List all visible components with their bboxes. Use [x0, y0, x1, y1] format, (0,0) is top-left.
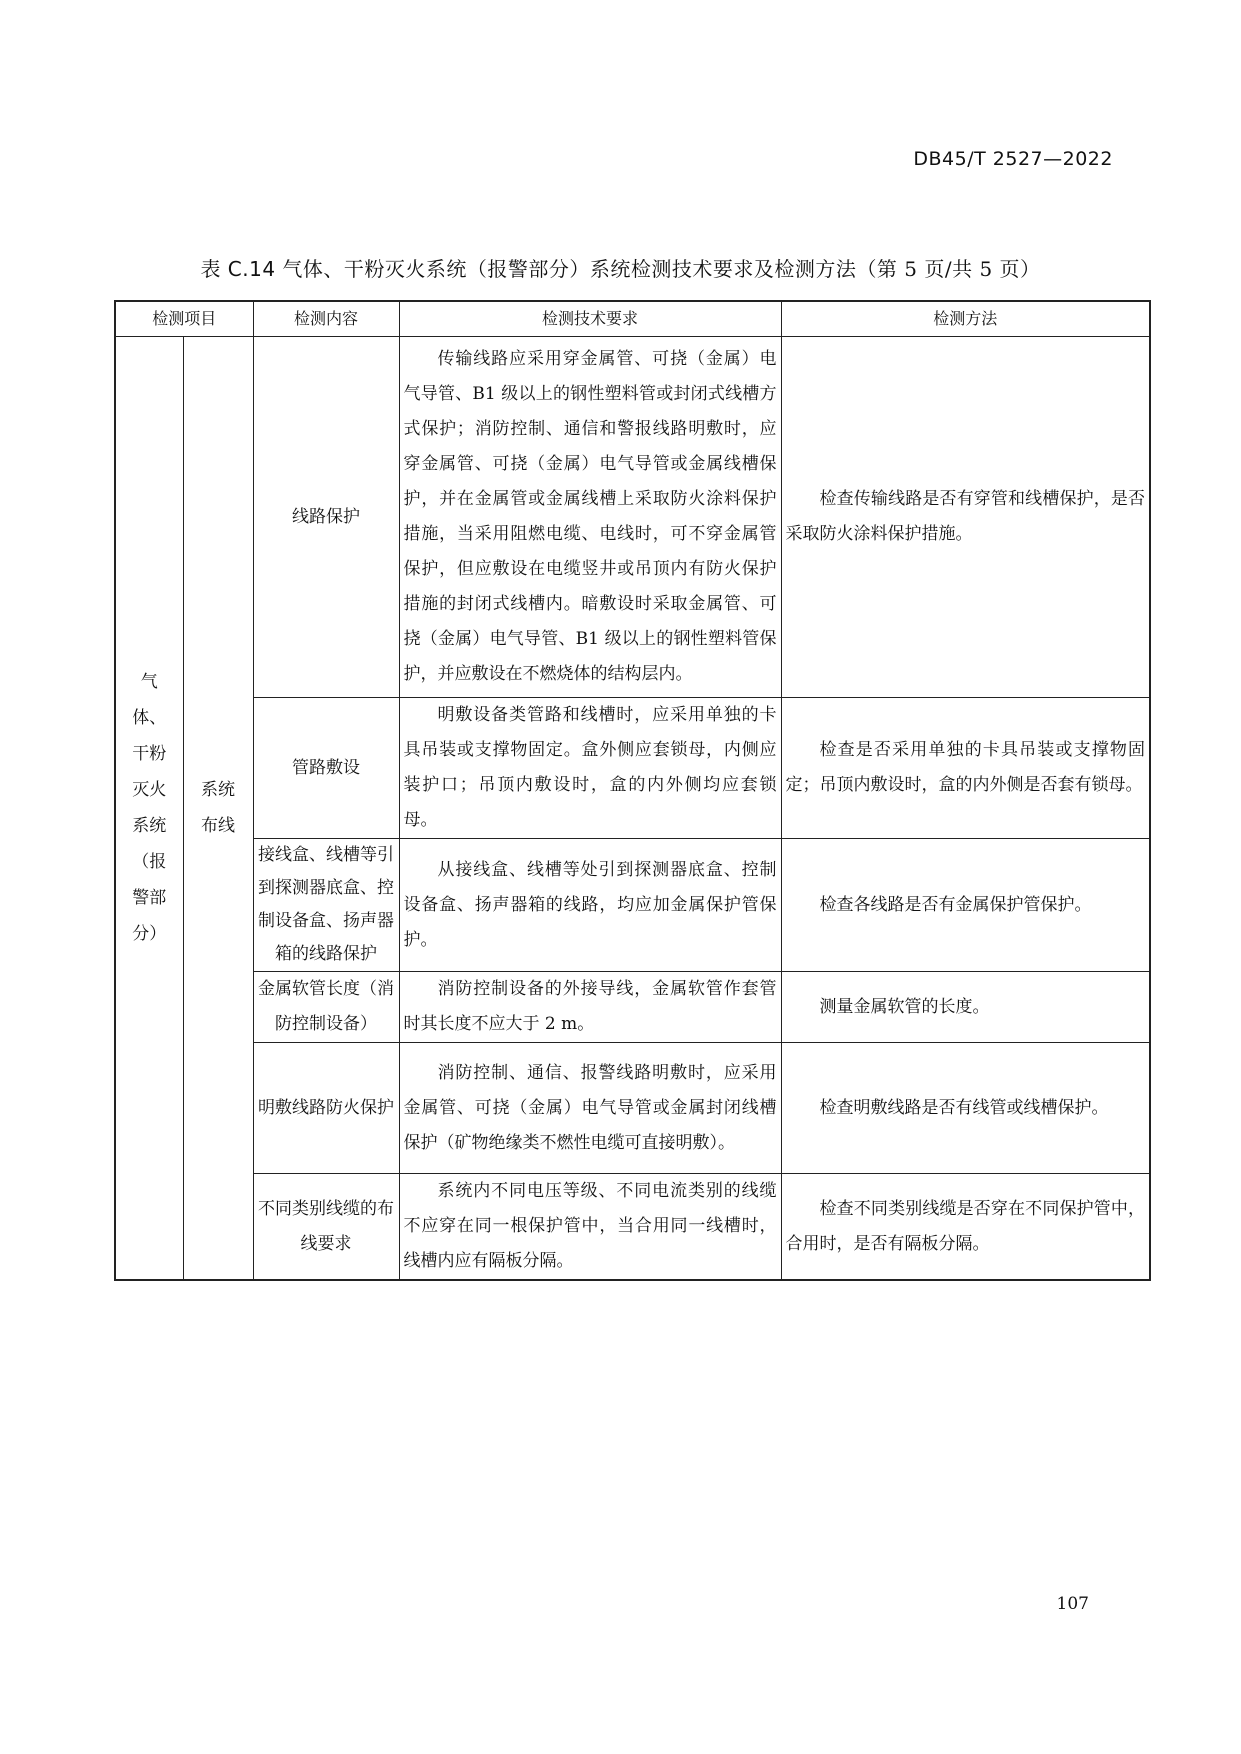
content-cell: 接线盒、线槽等引到探测器底盒、控制设备盒、扬声器箱的线路保护	[253, 839, 399, 972]
requirement-cell: 系统内不同电压等级、不同电流类别的线缆不应穿在同一根保护管中，当合用同一线槽时，线槽内应有隔板分隔。	[399, 1174, 781, 1281]
item-level2-cell	[183, 337, 253, 1281]
header-content: 检测内容	[253, 301, 399, 337]
document-code: DB45/T 2527—2022	[913, 148, 1113, 170]
table-row	[115, 1174, 1150, 1281]
item-level2-text: 系统布线	[201, 780, 235, 836]
requirement-cell: 从接线盒、线槽等处引到探测器底盒、控制设备盒、扬声器箱的线路，均应加金属保护管保护。	[399, 839, 781, 972]
content-cell: 线路保护	[253, 337, 399, 698]
requirement-cell: 明敷设备类管路和线槽时，应采用单独的卡具吊装或支撑物固定。盒外侧应套锁母，内侧应装护口；吊顶内敷设时，盒的内外侧均应套锁母。	[399, 698, 781, 839]
table-row	[115, 698, 1150, 839]
method-cell: 检查传输线路是否有穿管和线槽保护，是否采取防火涂料保护措施。	[781, 337, 1150, 698]
requirement-cell: 消防控制、通信、报警线路明敷时，应采用金属管、可挠（金属）电气导管或金属封闭线槽保护（矿物绝缘类不燃性电缆可直接明敷）。	[399, 1043, 781, 1174]
requirement-cell: 传输线路应采用穿金属管、可挠（金属）电气导管、B1 级以上的钢性塑料管或封闭式线槽方式保护；消防控制、通信和警报线路明敷时，应穿金属管、可挠（金属）电气导管或金属线槽保护，并在金属管或金属线槽上采取防火涂料保护措施，当采用阻燃电缆、电线时，可不穿金属管保护，但应敷设在电缆竖井或吊顶内有防火保护措施的封闭式线槽内。暗敷设时采取金属管、可挠（金属）电气导管、B1 级以上的钢性塑料管保护，并应敷设在不燃烧体的结构层内。	[399, 337, 781, 698]
method-cell: 检查明敷线路是否有线管或线槽保护。	[781, 1043, 1150, 1174]
caption-main: 表 C.14 气体、干粉灭火系统（报警部分）系统检测技术要求及检测方法	[200, 257, 857, 281]
method-cell: 检查各线路是否有金属保护管保护。	[781, 839, 1150, 972]
method-cell: 检查是否采用单独的卡具吊装或支撑物固定；吊顶内敷设时，盒的内外侧是否套有锁母。	[781, 698, 1150, 839]
method-cell: 测量金属软管的长度。	[781, 972, 1150, 1043]
table-row	[115, 1043, 1150, 1174]
table-header-row	[115, 301, 1150, 337]
page-number: 107	[1056, 1594, 1089, 1614]
content-cell: 明敷线路防火保护	[253, 1043, 399, 1174]
table-row	[115, 337, 1150, 698]
requirement-cell: 消防控制设备的外接导线，金属软管作套管时其长度不应大于 2 m。	[399, 972, 781, 1043]
item-level1-text: 气体、干粉灭火系统（报警部分）	[132, 672, 167, 944]
item-level1-cell	[115, 337, 183, 1281]
content-cell: 金属软管长度（消防控制设备）	[253, 972, 399, 1043]
caption-page-range: （第 5 页/共 5 页）	[856, 257, 1041, 281]
content-cell: 不同类别线缆的布线要求	[253, 1174, 399, 1281]
header-method: 检测方法	[781, 301, 1150, 337]
table-row	[115, 972, 1150, 1043]
table-row	[115, 839, 1150, 972]
header-requirement: 检测技术要求	[399, 301, 781, 337]
header-item: 检测项目	[115, 301, 253, 337]
method-cell: 检查不同类别线缆是否穿在不同保护管中，合用时，是否有隔板分隔。	[781, 1174, 1150, 1281]
content-cell: 管路敷设	[253, 698, 399, 839]
inspection-table	[114, 300, 1151, 1281]
table-caption	[0, 253, 1241, 282]
